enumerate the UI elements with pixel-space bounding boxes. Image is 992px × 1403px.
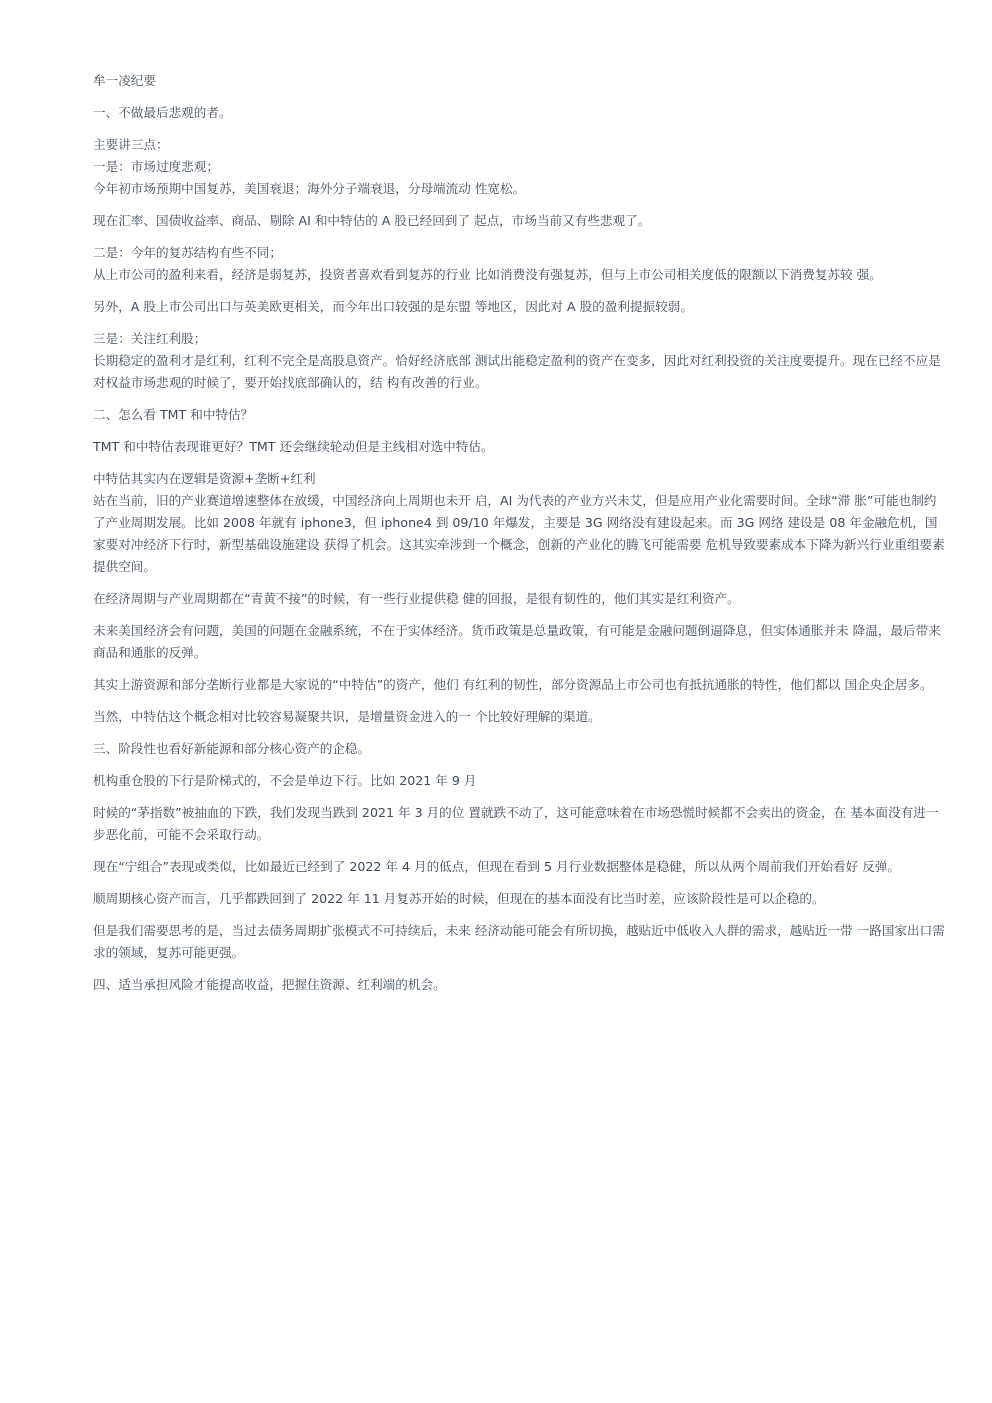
paragraph: 从上市公司的盈利来看，经济是弱复苏，投资者喜欢看到复苏的行业 比如消费没有强复苏，但与上市公司相关度低的限额以下消费复苏较 强。 xyxy=(93,267,882,282)
section-heading-1: 一、不做最后悲观的者。 xyxy=(93,105,232,120)
paragraph: 顺周期核心资产而言，几乎都跌回到了 2022 年 11 月复苏开始的时候，但现在的基本面没有比当时差，应该阶段性是可以企稳的。 xyxy=(93,891,825,906)
document-title: 牟一凌纪要 xyxy=(93,73,156,88)
paragraph: 长期稳定的盈利才是红利，红利不完全是高股息资产。恰好经济底部 测试出能稳定盈利的资产在变多，因此对红利投资的关注度要提升。现在已经不应是对权益市场悲观的时候了，要开始找底部确认的，结 构有改善的行业。 xyxy=(93,353,941,390)
paragraph: 当然，中特估这个概念相对比较容易凝聚共识，是增量资金进入的一 个比较好理解的渠道。 xyxy=(93,709,601,724)
paragraph: 主要讲三点： xyxy=(93,137,169,152)
section-heading-2: 二、怎么看 TMT 和中特估？ xyxy=(93,407,254,422)
paragraph: 站在当前，旧的产业赛道增速整体在放缓，中国经济向上周期也未开 启，AI 为代表的产业方兴未艾，但是应用产业化需要时间。全球“滞 胀”可能也制约了产业周期发展。比如 2008 年就有 iphone3，但 iphone4 到 09/10 年爆发，主要是 3G 网络没有建设起来。而 3G 网络 建设是 08 年金融危机，国家要对冲经济下行时，新型基础设施建设 获得了机会。这其实牵涉到一个概念，创新的产业化的腾飞可能需要 危机导致要素成本下降为新兴行业重组要素提供空间。 xyxy=(93,493,945,574)
paragraph: 其实上游资源和部分垄断行业都是大家说的“中特估”的资产，他们 有红利的韧性，部分资源品上市公司也有抵抗通胀的特性，他们都以 国企央企居多。 xyxy=(93,677,933,692)
paragraph: 在经济周期与产业周期都在“青黄不接”的时候，有一些行业提供稳 健的回报，是很有韧性的，他们其实是红利资产。 xyxy=(93,591,740,606)
paragraph: 现在汇率、国债收益率、商品、剔除 AI 和中特估的 A 股已经回到了 起点，市场当前又有些悲观了。 xyxy=(93,213,651,228)
paragraph: 今年初市场预期中国复苏，美国衰退；海外分子端衰退，分母端流动 性宽松。 xyxy=(93,181,526,196)
section-heading-3: 三、阶段性也看好新能源和部分核心资产的企稳。 xyxy=(93,741,371,756)
paragraph: 机构重仓股的下行是阶梯式的，不会是单边下行。比如 2021 年 9 月 xyxy=(93,773,477,788)
paragraph: 中特估其实内在逻辑是资源+垄断+红利 xyxy=(93,471,316,486)
paragraph: 三是：关注红利股； xyxy=(93,331,207,346)
paragraph: 另外，A 股上市公司出口与英美欧更相关，而今年出口较强的是东盟 等地区，因此对 A 股的盈利提振较弱。 xyxy=(93,299,693,314)
document-body xyxy=(93,70,945,1006)
paragraph: 时候的“茅指数”被抽血的下跌，我们发现当跌到 2021 年 3 月的位 置就跌不动了，这可能意味着在市场恐慌时候都不会卖出的资金，在 基本面没有进一步恶化前，可能不会采取行动。 xyxy=(93,805,939,842)
paragraph: 二是：今年的复苏结构有些不同； xyxy=(93,245,282,260)
paragraph: 但是我们需要思考的是，当过去债务周期扩张模式不可持续后，未来 经济动能可能会有所切换，越贴近中低收入人群的需求，越贴近一带 一路国家出口需求的领域，复苏可能更强。 xyxy=(93,923,945,960)
section-heading-4: 四、适当承担风险才能提高收益，把握住资源、红利端的机会。 xyxy=(93,977,446,992)
paragraph: 未来美国经济会有问题，美国的问题在金融系统，不在于实体经济。货币政策是总量政策，有可能是金融问题倒逼降息，但实体通胀并未 降温，最后带来商品和通胀的反弹。 xyxy=(93,623,941,660)
paragraph: TMT 和中特估表现谁更好？TMT 还会继续轮动但是主线相对选中特估。 xyxy=(93,439,494,454)
paragraph: 一是：市场过度悲观； xyxy=(93,159,219,174)
paragraph: 现在“宁组合”表现或类似，比如最近已经到了 2022 年 4 月的低点，但现在看到 5 月行业数据整体是稳健，所以从两个周前我们开始看好 反弹。 xyxy=(93,859,900,874)
